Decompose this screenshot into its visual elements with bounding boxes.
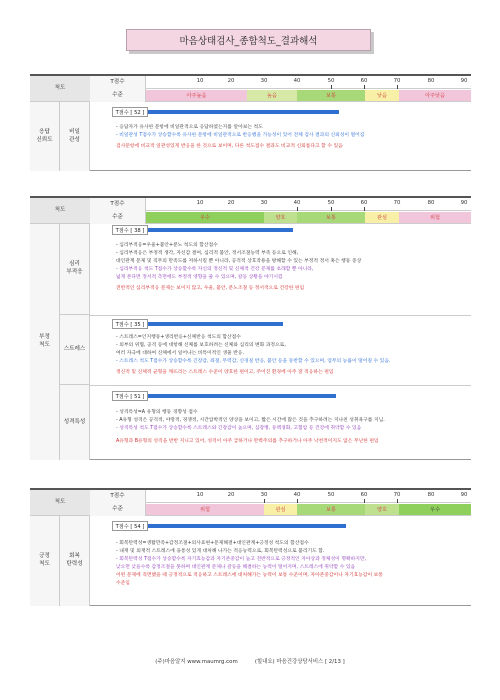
t-score-badge: T점수 [ 54 ] — [112, 521, 148, 531]
desc-conclusion: 정신적 및 신체적 균형을 깨뜨리는 스트레스 수준이 양호한 편이고, 주어진 환경에 아주 잘 적응하는 편임 — [116, 370, 334, 375]
desc-line: 넓게 본다면 정서적 측면에도 부정적 영향을 줄 수 있으며, 갈등 상황을 야기시킴 — [116, 275, 283, 280]
description — [116, 409, 466, 446]
t-score-badge: T점수 [ 38 ] — [112, 225, 148, 235]
desc-line: - 내재 및 외재적 스트레스에 융통성 있게 대처해 나가는 적응능력으로, 회복탄력성으로 불리기도 함. — [116, 549, 325, 554]
tick-label: 40 — [293, 492, 301, 498]
tick-label: 90 — [460, 200, 468, 206]
category-reliability: 응답 신뢰도 — [30, 102, 60, 171]
subcategory-personality: 성격특성 — [60, 385, 90, 460]
subcategory-maladjustment: 심리 부적응 — [60, 224, 90, 315]
zone-normal: 보통 — [297, 504, 365, 515]
t-score-header: T점수 — [90, 490, 146, 503]
desc-line: - 스트레스 척도 T점수가 상승할수록 긴장감, 좌절, 무력감, 신경질 반응, 불안 등을 동반할 수 있으며, 업무의 능률이 떨어질 수 있음. — [116, 359, 391, 364]
score-bar — [148, 322, 283, 326]
zone-normal: 보통 — [297, 212, 365, 223]
level-header: 수준 — [90, 89, 146, 102]
tick-label: 60 — [360, 78, 368, 84]
desc-conclusion: 어떤 문제에 직면했을 때 긍정적으로 적응하고 스트레스에 대처해가는 능력이 보통 수준이며, 자아존중감이나 자기효능감이 보통 — [116, 573, 383, 578]
tick-label: 50 — [327, 78, 335, 84]
desc-line: - 회복탄력성 T점수가 상승할수록 자기효능감과 자기존중감이 높고 전반적으로 긍정적인 자아상과 정체성이 명확하지만, — [116, 557, 367, 562]
level-header: 수준 — [90, 211, 146, 224]
zone-low: 낮음 — [365, 90, 399, 101]
desc-line: 여러 자극에 대하여 신체에서 일어나는 비특이적인 생물 반응. — [116, 351, 245, 356]
desc-conclusion: A유형과 B유형의 성격을 반반 지니고 있어, 성격이 아주 급하거나 완벽주의를 추구하거나 아주 낙천적이지도 않은 무난한 편임 — [116, 439, 379, 444]
tick-label: 30 — [260, 78, 268, 84]
category-negative: 부정 척도 — [30, 224, 60, 460]
tick-label: 90 — [460, 492, 468, 498]
desc-conclusion: 전반적인 심리부적응 문제는 보이지 않고, 우울, 불안, 분노조절 등 정서적으로 건강한 편임 — [116, 286, 305, 291]
zone-high: 높음 — [247, 90, 297, 101]
description — [116, 242, 466, 293]
subcategory-inconsistency: 비일 관성 — [60, 102, 90, 171]
t-score-header: T점수 — [90, 198, 146, 211]
page-title: 마음상태검사_종합척도_결과해석 — [126, 29, 371, 51]
zone-danger: 위험 — [399, 212, 471, 223]
zone-very-high: 아주높음 — [146, 90, 247, 101]
section-reliability — [30, 74, 471, 171]
tick-label: 70 — [393, 78, 401, 84]
tick-label: 80 — [427, 492, 435, 498]
t-score-badge: T점수 [ 51 ] — [112, 391, 148, 401]
description — [116, 124, 466, 151]
tick-label: 10 — [196, 78, 204, 84]
tick-label: 60 — [360, 492, 368, 498]
tick-label: 10 — [196, 200, 204, 206]
scale-header: 척도 — [30, 198, 90, 224]
description — [116, 540, 466, 588]
tick-axis — [146, 490, 471, 503]
desc-line: - 성격특성=A 유형의 행동 경향성 점수 — [116, 410, 198, 415]
t-score-badge: T점수 [ 35 ] — [112, 319, 148, 329]
zone-excellent: 우수 — [399, 504, 471, 515]
tick-label: 20 — [227, 200, 235, 206]
tick-label: 50 — [327, 492, 335, 498]
desc-conclusion: 수준임 — [116, 581, 130, 586]
tick-label: 40 — [293, 78, 301, 84]
category-positive: 긍정 척도 — [30, 516, 60, 606]
zone-danger: 위험 — [146, 504, 264, 515]
zone-good: 양호 — [365, 504, 399, 515]
zone-concern: 관심 — [264, 504, 297, 515]
tick-axis — [146, 198, 471, 211]
zone-good: 양호 — [264, 212, 297, 223]
tick-label: 90 — [460, 78, 468, 84]
zone-excellent: 우수 — [146, 212, 264, 223]
desc-line: - A유형 성격은 공격적, 야망적, 경쟁적, 시간압박적인 양상을 보이고, 짧은 시간에 많은 것을 추구하려는 지나친 성취욕구를 지님. — [116, 418, 385, 423]
desc-line: 낮으면 낮을수록 감정조절을 못하며 대인관계 문제나 갈등을 해결하는 능력이 떨어지며, 스트레스에 취약할 수 있음 — [116, 565, 356, 570]
tick-label: 50 — [327, 200, 335, 206]
footer: (주)마음알지 www.maumrg.com (힐내요) 마음건강상담서비스 [ 2/13 ] — [155, 659, 345, 665]
desc-line: - 응답자가 유사한 문항에 비일관적으로 응답하였는지를 알아보는 척도 — [116, 125, 263, 130]
divider — [90, 315, 471, 316]
tick-label: 30 — [260, 200, 268, 206]
score-bar — [148, 110, 339, 114]
tick-label: 40 — [293, 200, 301, 206]
tick-label: 20 — [227, 492, 235, 498]
desc-conclusion: 검사문항에 비교적 일관성있게 반응을 한 것으로 보이며, 다른 척도점수 결과도 비교적 신뢰롭다고 할 수 있음 — [116, 144, 343, 149]
tick-label: 10 — [196, 492, 204, 498]
desc-line: - 심리부적응은 부정적 생각, 자신감 결여, 심리적 불안, 정서조절능력 부족 등으로 인해, — [116, 251, 299, 256]
desc-line: - 심리부적응 척도 T점수가 상승할수록 자신의 정신적 및 신체적 건강 문제를 초래할 뿐 아니라, — [116, 267, 314, 272]
desc-line: - 스트레스=인지행동+생리반응+신체반응 척도의 합산점수 — [116, 335, 241, 340]
tick-label: 20 — [227, 78, 235, 84]
desc-line: - 외부의 위협, 공격 등에 대항해 신체를 보호하려는 신체와 심리의 변화 과정으로, — [116, 343, 286, 348]
tick-label: 80 — [427, 78, 435, 84]
desc-line: - 비일관성 T점수가 상승할수록 유사한 문항에 비일관적으로 반응했을 가능성이 있어 전체 검사 결과의 신뢰성이 떨어짐 — [116, 133, 365, 138]
zone-very-low: 아주낮음 — [399, 90, 471, 101]
scale-header: 척도 — [30, 490, 90, 516]
scale-header: 척도 — [30, 76, 90, 102]
desc-line: - 회복탄력성=생활만족+감정조절+의사표현+문제해결+대인관계+긍정성 척도의 합산점수 — [116, 541, 309, 546]
desc-line: - 심리부적응=우울+불안+분노 척도의 합산점수 — [116, 243, 218, 248]
tick-label: 60 — [360, 200, 368, 206]
zone-concern: 관심 — [365, 212, 399, 223]
level-header: 수준 — [90, 503, 146, 516]
tick-axis — [146, 76, 471, 89]
zone-normal: 보통 — [297, 90, 365, 101]
score-bar — [148, 228, 293, 232]
t-score-header: T점수 — [90, 76, 146, 89]
score-bar — [148, 394, 336, 398]
tick-label: 70 — [393, 492, 401, 498]
tick-label: 80 — [427, 200, 435, 206]
score-bar — [148, 524, 346, 528]
t-score-badge: T점수 [ 52 ] — [112, 107, 148, 117]
tick-label: 30 — [260, 492, 268, 498]
description — [116, 334, 466, 377]
desc-line: - 성격특성 척도 T점수가 상승할수록 스트레스와 긴장감이 높으며, 심장병, 동맥경화, 고혈압 등 건강에 취약할 수 있음 — [116, 426, 362, 431]
desc-line: 대인관계 문제 및 직무의 만족도를 저하시킬 뿐 아니라, 공격적 상호작용을 방해할 수 있는 부정적 정서 혹은 행동 증상 — [116, 259, 362, 264]
subcategory-stress: 스트레스 — [60, 315, 90, 385]
section-negative — [30, 196, 471, 460]
subcategory-resilience: 회복 탄력성 — [60, 516, 90, 606]
tick-label: 70 — [393, 200, 401, 206]
divider — [90, 385, 471, 386]
section-positive — [30, 488, 471, 606]
